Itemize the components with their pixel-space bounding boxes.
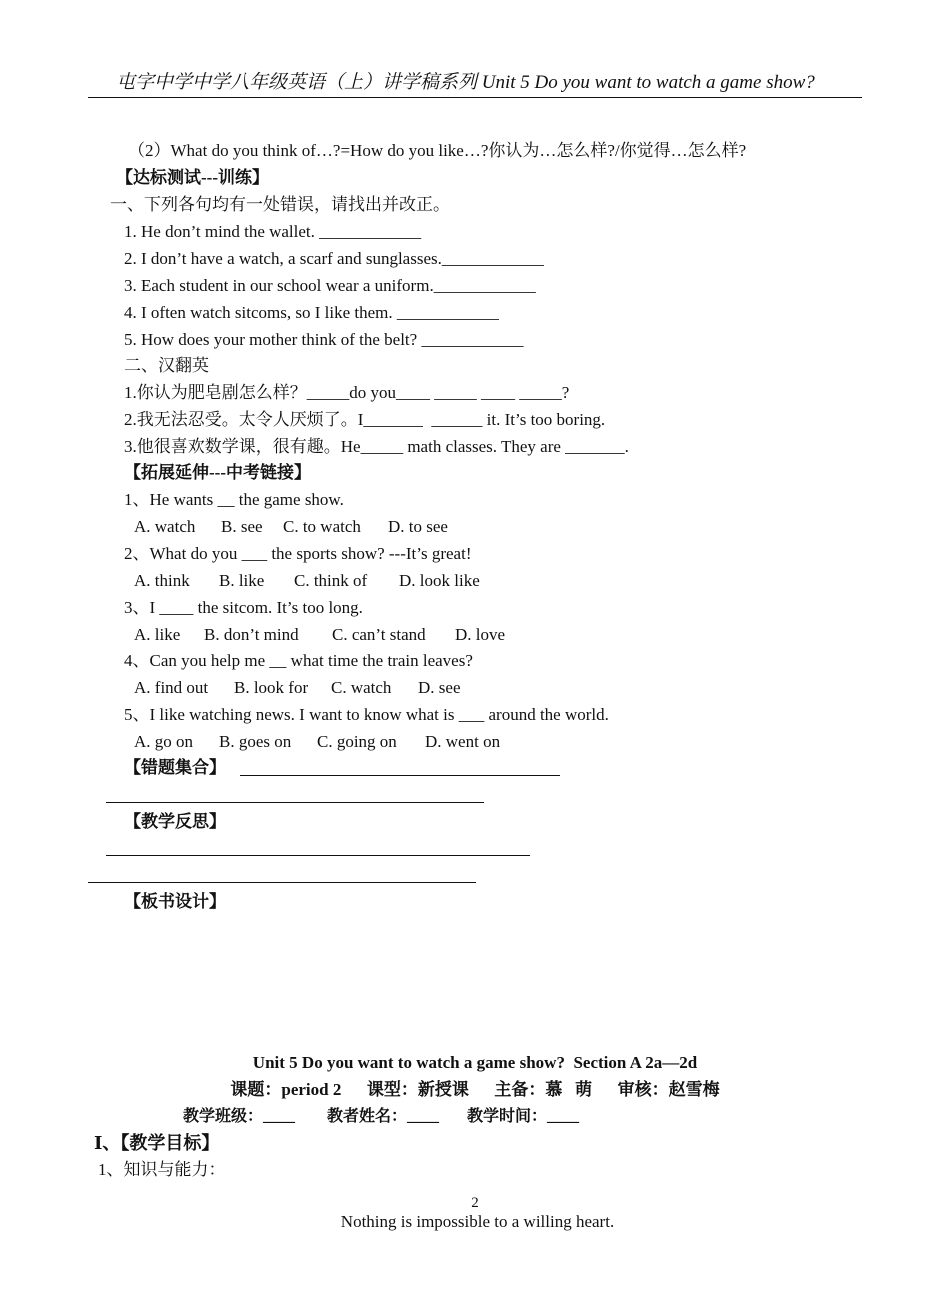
mc-option: C. going on	[317, 732, 397, 751]
section-heading-errors: 【错题集合】	[124, 758, 226, 777]
mc-option: B. look for	[234, 678, 309, 697]
section-heading-test: 【达标测试---训练】	[116, 168, 269, 187]
part2-item: 1.你认为肥皂剧怎么样？_____do you____ _____ ____ _____?	[124, 383, 570, 402]
mc-option: D. see	[418, 678, 461, 697]
part1-item: 3. Each student in our school wear a uniform.____________	[124, 276, 536, 295]
lesson-title: Unit 5 Do you want to watch a game show? Section A 2a—2d	[252, 1053, 698, 1072]
mc-option: B. goes on	[219, 732, 292, 751]
mc-question: 3、I ____ the sitcom. It’s too long.	[124, 598, 363, 617]
part2-item: 2.我无法忍受。太令人厌烦了。I_______ ______ it. It’s too boring.	[124, 410, 606, 429]
blank-line	[240, 775, 560, 776]
part1-item: 5. How does your mother think of the belt? ____________	[124, 330, 524, 349]
mc-option: D. went on	[425, 732, 501, 751]
part2-item: 3.他很喜欢数学课，很有趣。He_____ math classes. They are _______.	[124, 437, 629, 456]
mc-option: A. think	[134, 571, 190, 590]
page-header-title: 屯字中学中学八年级英语（上）讲学稿系列 Unit 5 Do you want to watch a game show?	[116, 72, 815, 93]
mc-option: C. watch	[331, 678, 392, 697]
mc-option: A. watch	[134, 517, 196, 536]
part1-item: 4. I often watch sitcoms, so I like them. ____________	[124, 303, 499, 322]
mc-option: D. look like	[399, 571, 480, 590]
mc-option: C. can’t stand	[332, 625, 426, 644]
section-heading-extend: 【拓展延伸---中考链接】	[124, 463, 311, 482]
mc-question: 5、I like watching news. I want to know what is ___ around the world.	[124, 705, 609, 724]
mc-question: 1、He wants __ the game show.	[124, 490, 344, 509]
mc-question: 4、Can you help me __ what time the train leaves?	[124, 651, 473, 670]
mc-option: A. like	[134, 625, 181, 644]
lesson-class-info: 教学班级：____ 教者姓名：____ 教学时间：____	[182, 1108, 579, 1125]
blank-line	[88, 882, 476, 883]
grammar-note: （2）What do you think of…?=How do you like…?你认为…怎么样?/你觉得…怎么样?	[128, 141, 747, 160]
lesson-meta: 课题：period 2 课型：新授课 主备：慕 萌 审核：赵雪梅	[230, 1080, 720, 1099]
page-number: 2	[471, 1195, 479, 1211]
mc-option: D. love	[455, 625, 506, 644]
blank-line	[106, 855, 530, 856]
part1-item: 1. He don’t mind the wallet. ____________	[124, 222, 422, 241]
goal-item: 1、知识与能力：	[98, 1160, 226, 1179]
mc-option: A. go on	[134, 732, 194, 751]
footer-motto: Nothing is impossible to a willing heart.	[340, 1212, 615, 1231]
blank-line	[106, 802, 484, 803]
part2-title: 二、汉翻英	[124, 356, 209, 375]
part1-title: 一、下列各句均有一处错误，请找出并改正。	[110, 195, 450, 214]
mc-option: C. to watch	[283, 517, 361, 536]
mc-option: B. like	[219, 571, 265, 590]
header-rule	[88, 97, 862, 98]
goals-heading: Ⅰ、【教学目标】	[94, 1133, 220, 1153]
mc-option: B. see	[221, 517, 263, 536]
mc-option: C. think of	[294, 571, 368, 590]
mc-option: D. to see	[388, 517, 448, 536]
part1-item: 2. I don’t have a watch, a scarf and sunglasses.____________	[124, 249, 544, 268]
mc-option: A. find out	[134, 678, 209, 697]
section-heading-board: 【板书设计】	[124, 892, 226, 911]
mc-question: 2、What do you ___ the sports show? ---It’s great!	[124, 544, 472, 563]
section-heading-reflection: 【教学反思】	[124, 812, 226, 831]
mc-option: B. don’t mind	[204, 625, 299, 644]
